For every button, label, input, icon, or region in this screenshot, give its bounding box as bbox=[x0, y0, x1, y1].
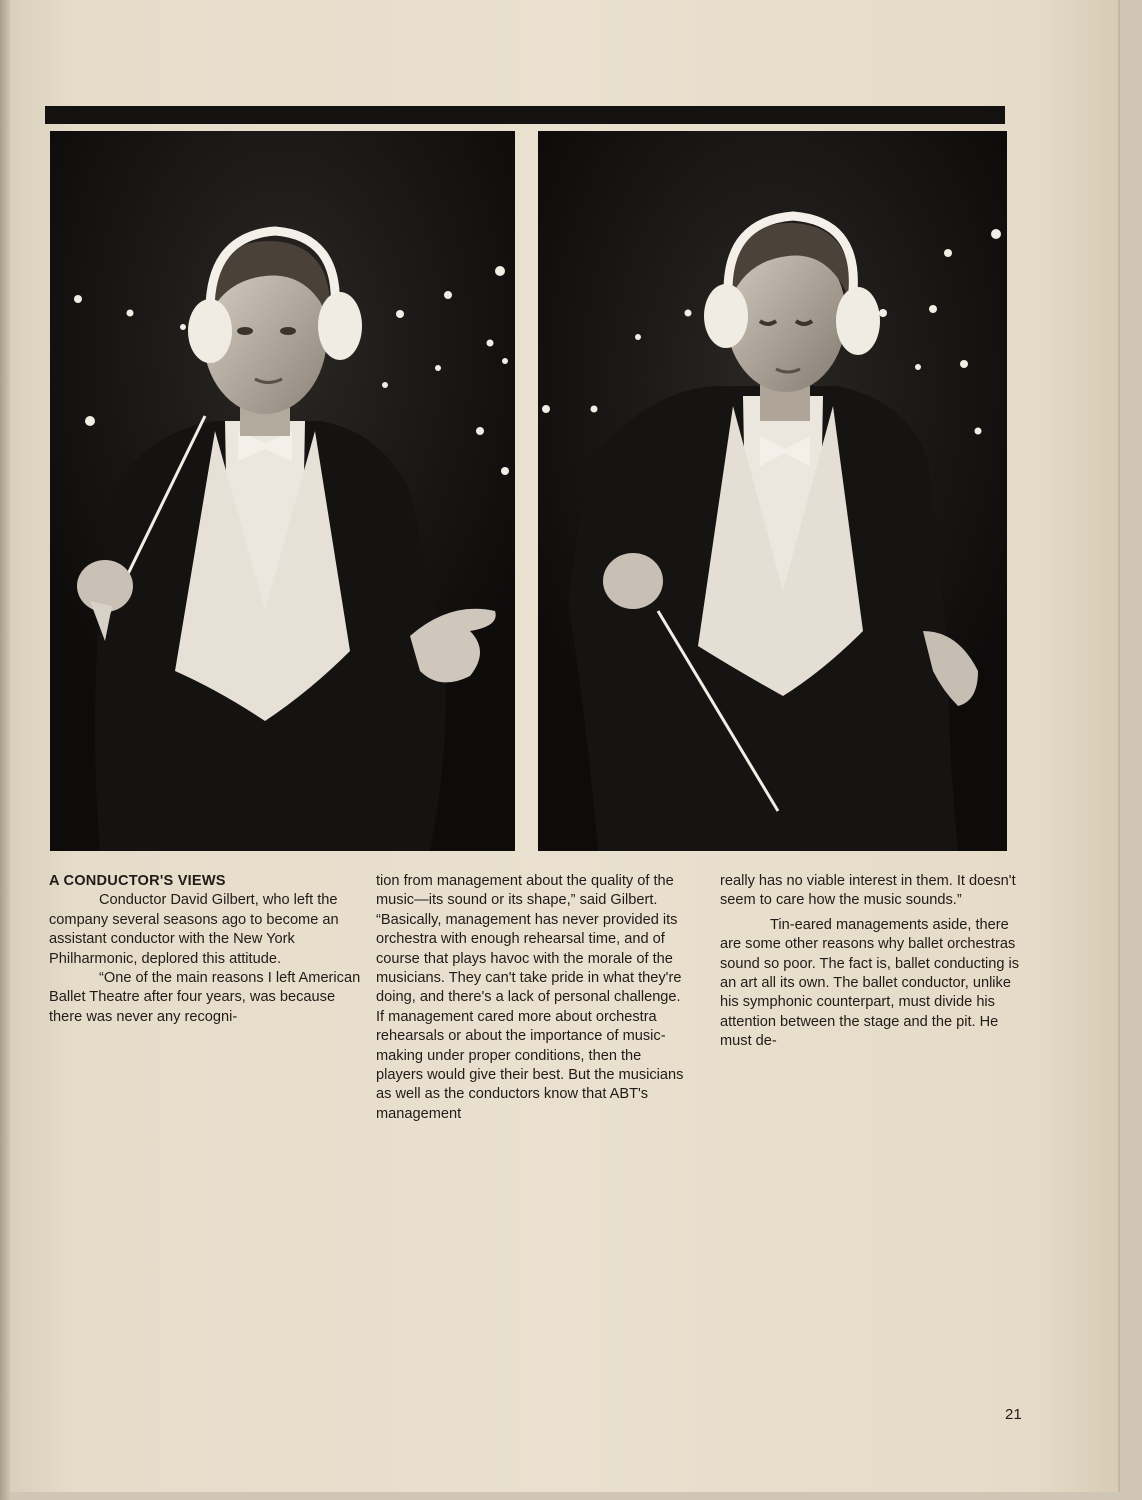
article-column-1 bbox=[49, 872, 363, 1027]
black-header-rule bbox=[45, 106, 1005, 124]
column-1-paragraph-2: “One of the main reasons I left American Ballet Theatre after four years, was because there was never any recogni- bbox=[49, 970, 361, 1025]
article-column-2 bbox=[376, 872, 688, 1124]
conductor-earmuffs-photo-1 bbox=[50, 131, 515, 851]
column-1-paragraph-1: Conductor David Gilbert, who left the company several seasons ago to become an assistant conductor with the New York Philharmonic, deplored this attitude. bbox=[49, 892, 339, 967]
photo-conductor-left bbox=[50, 131, 515, 851]
column-3-paragraph-1: really has no viable interest in them. It doesn't seem to care how the music sounds.” bbox=[720, 873, 1016, 909]
column-3-paragraph-2: Tin-eared managements aside, there are some other reasons why ballet orchestras sound so poor. The fact is, ballet conducting is an art all its own. The ballet conductor, unlike his symphonic counterpart, must divide his attention between the stage and the pit. He must de- bbox=[720, 916, 1020, 1050]
section-heading: A CONDUCTOR'S VIEWS bbox=[49, 873, 226, 889]
conductor-earmuffs-photo-2 bbox=[538, 131, 1007, 851]
column-2-paragraph-1: tion from management about the quality of the music—its sound or its shape,” said Gilbert. “Basically, management has never provided its orchestra with enough rehearsal time, and of course that plays havoc with the morale of the musicians. They can't take pride in what they're doing, and there's a lack of personal challenge. If management cared more about orchestra rehearsals or about the importance of music-making under proper conditions, then the players would give their best. But the musicians as well as the conductors know that ABT's management bbox=[376, 873, 684, 1122]
page-number: 21 bbox=[1005, 1406, 1022, 1423]
article-column-3 bbox=[720, 872, 1025, 1052]
photo-conductor-right bbox=[538, 131, 1007, 851]
show-through-text bbox=[610, 60, 1030, 100]
